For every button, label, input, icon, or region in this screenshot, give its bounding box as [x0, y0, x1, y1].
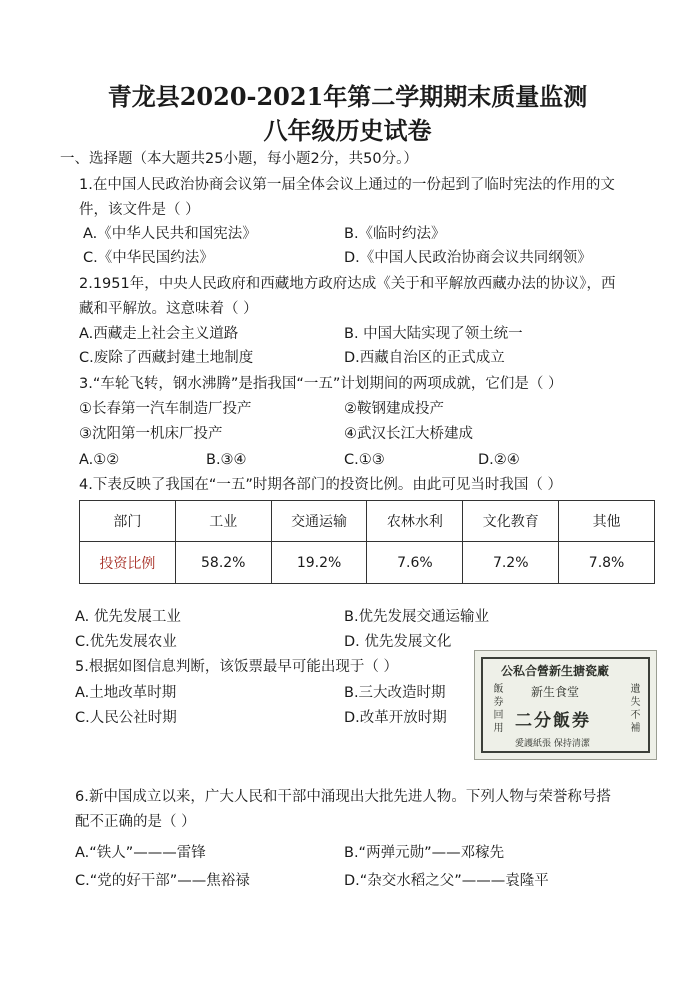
- q1-stem-line1: 1.在中国人民政治协商会议第一届全体会议上通过的一份起到了临时宪法的作用的文: [79, 177, 615, 193]
- meal-ticket-canteen-name: 新生食堂: [531, 685, 580, 699]
- table-cell: 7.2%: [463, 542, 559, 584]
- q3-item-2: ②鞍钢建成投产: [344, 401, 444, 417]
- table-cell: 19.2%: [271, 542, 367, 584]
- q6-option-d: D.“杂交水稻之父”———袁隆平: [344, 873, 549, 889]
- table-header-cell: 部门: [80, 501, 176, 542]
- q6-option-a: A.“铁人”———雷锋: [75, 845, 206, 861]
- q3-item-3: ③沈阳第一机床厂投产: [79, 426, 223, 442]
- table-cell: 7.6%: [367, 542, 463, 584]
- q3-item-1: ①长春第一汽车制造厂投产: [79, 401, 252, 417]
- q4-option-b: B.优先发展交通运输业: [344, 609, 490, 625]
- q2-stem-line2: 藏和平解放。这意味着（ ）: [79, 301, 258, 317]
- table-header-cell: 文化教育: [463, 501, 559, 542]
- table-row: [80, 542, 655, 584]
- q2-option-a: A.西藏走上社会主义道路: [79, 326, 239, 342]
- meal-ticket-value: 二分飯券: [515, 711, 591, 731]
- meal-ticket-left-column: 飯券回用: [493, 684, 504, 734]
- q6-option-b: B.“两弹元勋”——邓稼先: [344, 845, 505, 861]
- meal-ticket-top-text: 公私合營新生搪瓷廠: [501, 664, 610, 678]
- q3-option-a: A.①②: [79, 452, 120, 468]
- q5-option-b: B.三大改造时期: [344, 685, 446, 701]
- table-header-cell: 农林水利: [367, 501, 463, 542]
- q6-option-c: C.“党的好干部”——焦裕禄: [75, 873, 250, 889]
- table-header-row: [80, 501, 655, 542]
- section-heading: 一、选择题（本大题共25小题，每小题2分，共50分。）: [60, 151, 418, 167]
- q3-option-b: B.③④: [206, 452, 247, 468]
- table-header-cell: 其他: [559, 501, 655, 542]
- q4-option-a: A. 优先发展工业: [75, 609, 181, 625]
- q2-option-d: D.西藏自治区的正式成立: [344, 350, 505, 366]
- meal-ticket-right-column: 遺失不補: [630, 684, 641, 734]
- q5-option-c: C.人民公社时期: [75, 710, 177, 726]
- table-header-cell: 工业: [175, 501, 271, 542]
- q1-option-c: C.《中华民国约法》: [83, 250, 214, 266]
- q3-option-c: C.①③: [344, 452, 385, 468]
- q2-option-b: B. 中国大陆实现了领土统一: [344, 326, 523, 342]
- table-row-label: 投资比例: [80, 542, 176, 584]
- meal-ticket-bottom-text: 愛護紙張 保持清潔: [515, 739, 590, 749]
- q1-option-b: B.《临时约法》: [344, 226, 446, 242]
- q6-stem-line1: 6.新中国成立以来，广大人民和干部中涌现出大批先进人物。下列人物与荣誉称号搭: [75, 789, 611, 805]
- table-cell: 58.2%: [175, 542, 271, 584]
- investment-table: [79, 500, 655, 584]
- q3-stem: 3.“车轮飞转，钢水沸腾”是指我国“一五”计划期间的两项成就，它们是（ ）: [79, 376, 563, 392]
- q3-item-4: ④武汉长江大桥建成: [344, 426, 473, 442]
- q3-option-d: D.②④: [478, 452, 520, 468]
- q4-option-d: D. 优先发展文化: [344, 634, 452, 650]
- q5-option-a: A.土地改革时期: [75, 685, 177, 701]
- q5-stem: 5.根据如图信息判断，该饭票最早可能出现于（ ）: [75, 659, 398, 675]
- q4-option-c: C.优先发展农业: [75, 634, 177, 650]
- exam-title: 青龙县2020-2021年第二学期期末质量监测: [107, 82, 588, 111]
- q2-stem-line1: 2.1951年，中央人民政府和西藏地方政府达成《关于和平解放西藏办法的协议》，西: [79, 276, 616, 292]
- table-header-cell: 交通运输: [271, 501, 367, 542]
- q2-option-c: C.废除了西藏封建土地制度: [79, 350, 254, 366]
- q1-stem-line2: 件，该文件是（ ）: [79, 202, 200, 218]
- meal-ticket-image: [474, 650, 657, 760]
- q6-stem-line2: 配不正确的是（ ）: [75, 814, 196, 830]
- q1-option-a: A.《中华人民共和国宪法》: [83, 226, 257, 242]
- q4-stem: 4.下表反映了我国在“一五”时期各部门的投资比例。由此可见当时我国（ ）: [79, 477, 562, 493]
- q1-option-d: D.《中国人民政治协商会议共同纲领》: [344, 250, 592, 266]
- table-cell: 7.8%: [559, 542, 655, 584]
- q5-option-d: D.改革开放时期: [344, 710, 447, 726]
- exam-subtitle: 八年级历史试卷: [263, 116, 432, 145]
